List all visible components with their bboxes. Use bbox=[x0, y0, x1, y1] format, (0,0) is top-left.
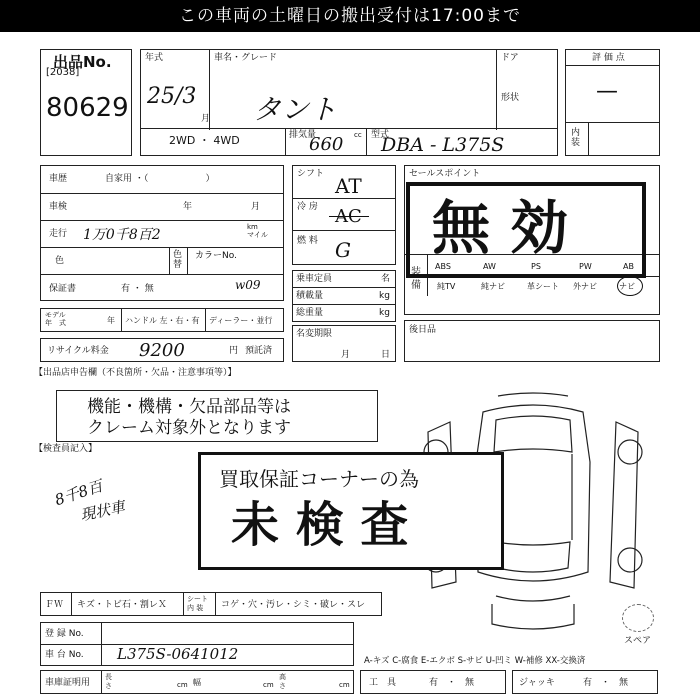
warranty-value: 有 ・ 無 bbox=[121, 284, 154, 294]
name-change-month: 月 bbox=[341, 350, 351, 360]
jack-box bbox=[512, 670, 658, 694]
cc-unit: cc bbox=[354, 131, 362, 139]
spare-wheel-icon bbox=[622, 604, 654, 632]
equip-top-3: PS bbox=[531, 262, 541, 271]
equip-top-2: AW bbox=[483, 262, 496, 271]
height-cm: cm bbox=[339, 681, 350, 689]
model-year-unit: 年 bbox=[107, 316, 115, 325]
capacity-unit-1: 名 bbox=[381, 274, 391, 284]
disclaimer-line-1: 機能・機構・欠品部品等は bbox=[87, 397, 291, 417]
tools-box bbox=[360, 670, 506, 694]
chassis-value: L375S-0641012 bbox=[117, 645, 239, 663]
disclaimer-box bbox=[56, 390, 378, 442]
handle-label: ハンドル 左・右・有 bbox=[125, 316, 200, 325]
ac-value: AC bbox=[335, 206, 362, 227]
model-label: 型式 bbox=[371, 130, 390, 140]
purchase-stamp-line-2: 未 検 査 bbox=[231, 497, 409, 553]
garage-cert-label: 車庫証明用 bbox=[45, 678, 91, 688]
model-year-row bbox=[40, 308, 284, 332]
purchase-stamp-line-1: 買取保証コーナーの為 bbox=[219, 467, 419, 491]
nav-circle bbox=[617, 276, 643, 296]
name-change-label: 名変期限 bbox=[296, 329, 333, 339]
mileage-value: 1万0千8百2 bbox=[83, 227, 161, 243]
name-change-day: 日 bbox=[381, 350, 391, 360]
year-value: 25/3 bbox=[147, 84, 197, 109]
month-mark: 月 bbox=[201, 114, 211, 124]
jack-label: ジャッキ bbox=[519, 678, 555, 688]
recycle-row bbox=[40, 338, 284, 362]
ac-strikethrough bbox=[329, 216, 369, 217]
garage-cert-row bbox=[40, 670, 354, 694]
equip-item-1: 純TV bbox=[437, 282, 456, 291]
inspector-note-1: 8千8百 bbox=[52, 476, 105, 510]
history-value: 自家用 ・（ ） bbox=[105, 174, 215, 184]
shift-box bbox=[292, 165, 396, 265]
rating-box bbox=[565, 49, 660, 156]
registration-label: 登 録 No. bbox=[45, 629, 84, 639]
purchase-guarantee-stamp bbox=[198, 452, 504, 570]
equip-label: 装 備 bbox=[411, 267, 421, 291]
tools-label: 工 具 bbox=[369, 678, 397, 688]
height-label: 高 さ bbox=[279, 673, 286, 690]
equip-item-4: 外ナビ bbox=[573, 282, 597, 291]
mileage-label: 走行 bbox=[49, 229, 68, 239]
name-grade-label: 車名・グレード bbox=[214, 53, 278, 63]
year-label: 年式 bbox=[145, 53, 164, 63]
name-change-box bbox=[292, 325, 396, 362]
inspector-label: 【検査員記入】 bbox=[34, 444, 98, 454]
recycle-label: リサイクル料金 bbox=[47, 346, 109, 356]
recycle-deposit: 預託済 bbox=[245, 346, 273, 356]
equip-item-5: ナビ bbox=[619, 282, 635, 291]
equip-top-5: AB bbox=[623, 262, 634, 271]
length-label: 長 さ bbox=[105, 673, 112, 690]
history-label: 車歴 bbox=[49, 174, 68, 184]
sheet-interior-label: シート 内 装 bbox=[187, 595, 208, 612]
after-items-box bbox=[404, 320, 660, 362]
registration-box bbox=[40, 622, 354, 666]
sales-point-label: セールスポイント bbox=[409, 169, 481, 179]
door-label: ドア bbox=[501, 53, 519, 63]
dealer-label: ディーラー・並行 bbox=[209, 316, 273, 325]
inspection-month-unit: 月 bbox=[251, 202, 261, 212]
shift-label: シフト bbox=[297, 169, 325, 179]
chassis-label: 車 台 No. bbox=[45, 650, 84, 660]
tools-value: 有 ・ 無 bbox=[429, 678, 475, 688]
invalid-stamp-text: 無 効 bbox=[432, 194, 569, 262]
recycle-unit: 円 bbox=[229, 346, 239, 356]
rating-label: 評 価 点 bbox=[592, 53, 625, 63]
shape-label: 形状 bbox=[501, 93, 520, 103]
recycle-value: 9200 bbox=[139, 340, 185, 361]
damage-code-legend: A-キズ C-腐食 E-エクボ S-サビ U-凹ミ W-補修 XX-交換済 bbox=[364, 656, 586, 666]
shift-value: AT bbox=[335, 174, 362, 198]
model-value: DBA - L375S bbox=[381, 134, 505, 156]
capacity-unit-3: kg bbox=[379, 308, 390, 318]
equip-item-2: 純ナビ bbox=[481, 282, 505, 291]
exhibit-label: 出品No. bbox=[53, 53, 112, 71]
color-label: 色 bbox=[55, 256, 65, 266]
warranty-label: 保証書 bbox=[49, 284, 77, 294]
displacement-label: 排気量 bbox=[289, 130, 317, 140]
width-label: 幅 bbox=[193, 678, 201, 687]
inspection-label: 車検 bbox=[49, 202, 68, 212]
capacity-row-1: 乗車定員 bbox=[296, 274, 333, 284]
history-box bbox=[40, 165, 284, 301]
disclaimer-line-2: クレーム対象外となります bbox=[87, 418, 291, 438]
capacity-unit-2: kg bbox=[379, 291, 390, 301]
color-no-value: w09 bbox=[235, 278, 261, 292]
drive-type: 2WD ・ 4WD bbox=[169, 134, 240, 147]
invalid-stamp bbox=[406, 182, 646, 278]
fw-row bbox=[40, 592, 382, 616]
sheet-text: コゲ・穴・汚レ・シミ・破レ・スレ bbox=[221, 600, 366, 610]
exhibit-number: 80629 bbox=[46, 93, 129, 123]
equip-top-4: PW bbox=[579, 262, 592, 271]
inspection-year-unit: 年 bbox=[183, 202, 193, 212]
fw-text: キズ・トビ石・割レＸ bbox=[77, 600, 167, 610]
width-cm: cm bbox=[263, 681, 274, 689]
rating-value: — bbox=[596, 79, 618, 104]
jack-value: 有 ・ 無 bbox=[583, 678, 629, 688]
length-cm: cm bbox=[177, 681, 188, 689]
color-no-label: カラーNo. bbox=[195, 251, 237, 261]
fuel-value: G bbox=[335, 238, 351, 262]
capacity-box bbox=[292, 270, 396, 322]
spare-label: スペア bbox=[624, 636, 652, 646]
saturday-pickup-banner: この車両の土曜日の搬出受付は17:00まで bbox=[0, 0, 700, 32]
exhibit-small-number: [2038] bbox=[46, 67, 80, 78]
exhibit-number-box bbox=[40, 49, 132, 156]
fw-label: ＦＷ bbox=[45, 600, 64, 610]
capacity-row-2: 積載量 bbox=[296, 291, 324, 301]
vehicle-header-box bbox=[140, 49, 558, 156]
equip-item-3: 革シート bbox=[527, 282, 559, 291]
fuel-label: 燃 料 bbox=[297, 236, 318, 246]
equip-top-1: ABS bbox=[435, 262, 451, 271]
ac-label: 冷 房 bbox=[297, 202, 318, 212]
color-change-label: 色 替 bbox=[173, 250, 183, 270]
after-items-label: 後日品 bbox=[409, 325, 437, 335]
capacity-row-3: 総重量 bbox=[296, 308, 324, 318]
displacement-value: 660 bbox=[309, 134, 344, 155]
interior-label: 内 装 bbox=[571, 128, 581, 148]
car-name-value: タント bbox=[253, 93, 338, 126]
exhibitor-notes-label: 【出品店申告欄（不良箇所・欠品・注意事項等）】 bbox=[34, 368, 237, 378]
model-year-label: モデル 年 式 bbox=[45, 311, 66, 327]
km-unit: km マイル bbox=[247, 223, 268, 239]
inspector-note-2: 現状車 bbox=[78, 497, 127, 525]
